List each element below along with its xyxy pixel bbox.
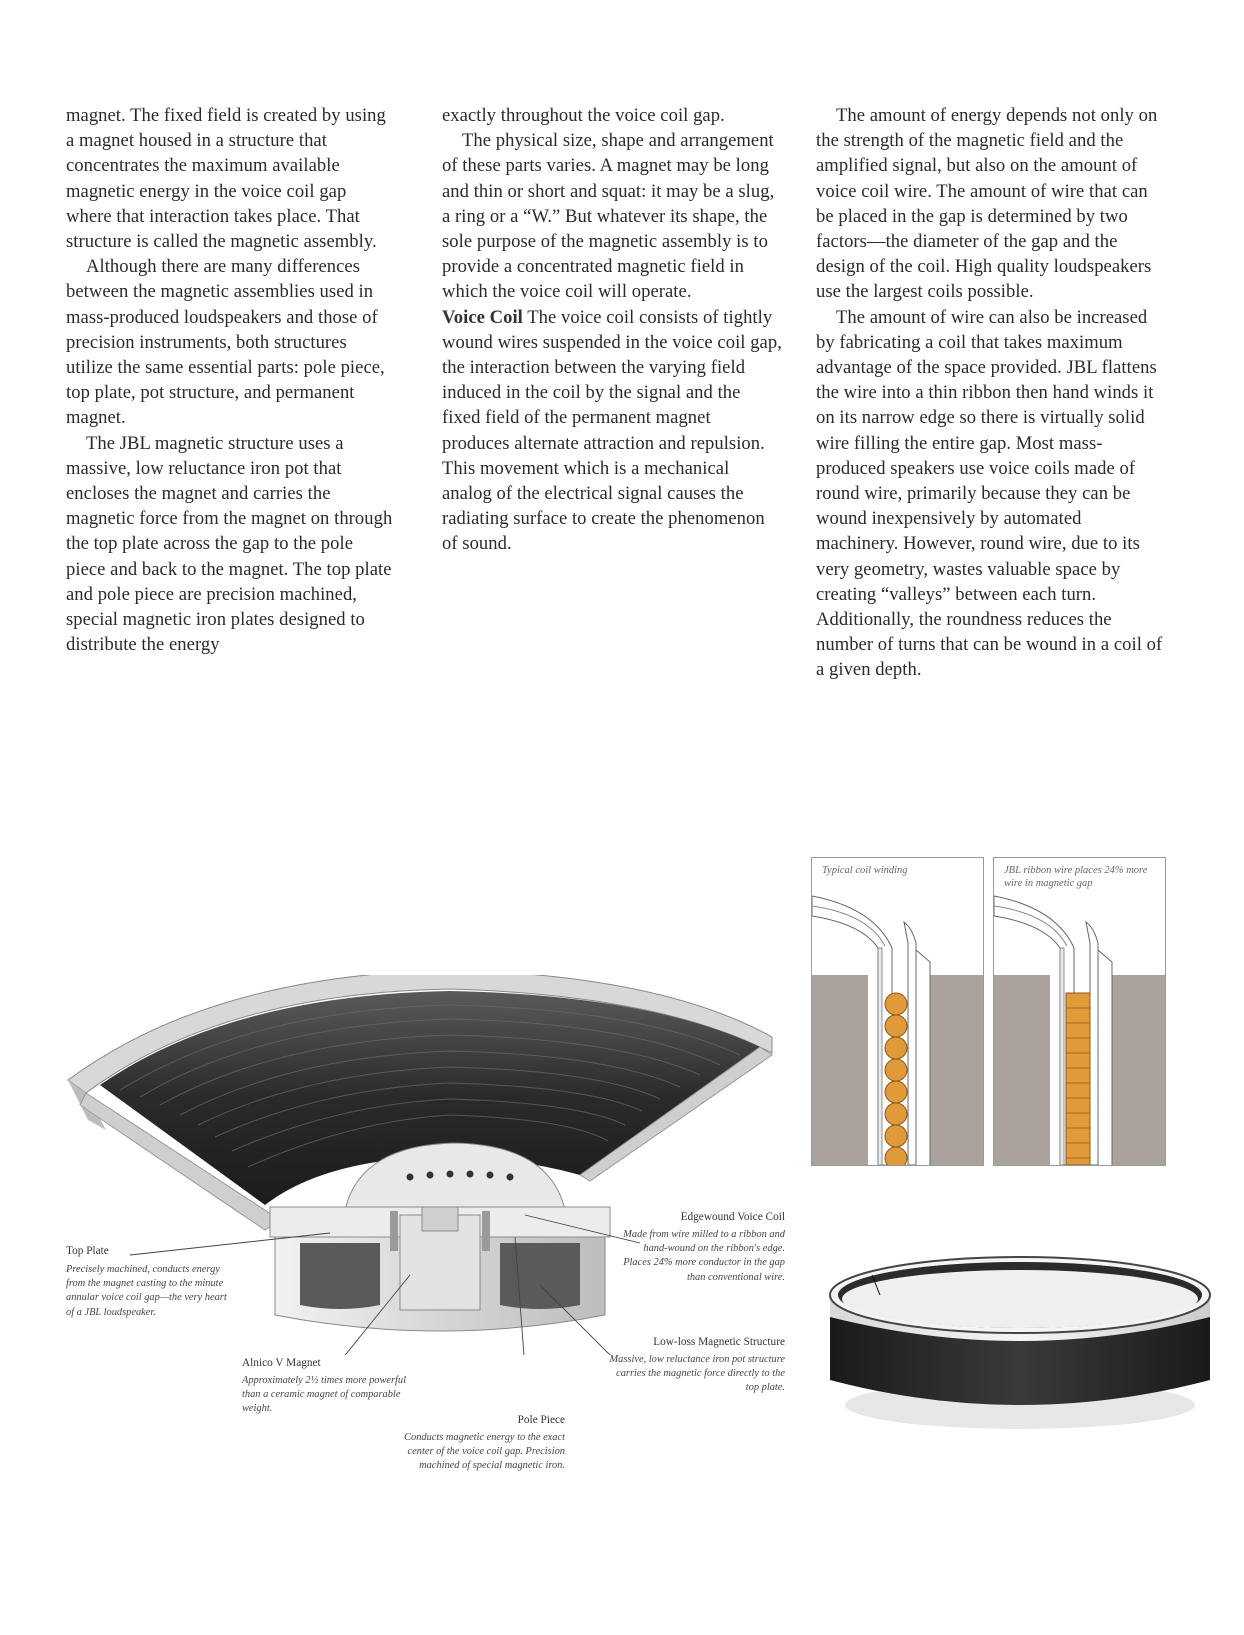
text-column-3	[816, 103, 1166, 683]
voice-coil-ring-illustration	[820, 1255, 1220, 1435]
edgewound-voice-coil-label: Edgewound Voice Coil	[680, 1211, 785, 1223]
low-loss-magnetic-structure-description: Massive, low reluctance iron pot structure carries the magnetic force directly to the top plate.	[609, 1354, 785, 1394]
low-loss-magnetic-structure-label: Low-loss Magnetic Structure	[653, 1336, 785, 1348]
paragraph: The JBL magnetic structure uses a massive, low reluctance iron pot that encloses the magnet and carries the magnetic force from the magnet on through the top plate across the gap to the pole piece and back to the magnet. The top plate and pole piece are precision machined, special magnetic iron plates designed to distribute the energy	[66, 432, 393, 656]
top-plate-description: Precisely machined, conducts energy from the magnet casting to the minute annular voice coil gap—the very heart of a JBL loudspeaker.	[66, 1264, 227, 1318]
paragraph: The physical size, shape and arrangement of these parts varies. A magnet may be long and thin or short and squat: it may be a slug, a ring or a “W.” But whatever its shape, the sole purpose of the magnetic assembly is to provide a concentrated magnetic field in which the voice coil will operate.	[442, 130, 775, 303]
round-wire-coil-diagram	[812, 858, 983, 1165]
ribbon-wire-coil-diagram	[994, 858, 1165, 1165]
pole-piece-description: Conducts magnetic energy to the exact center of the voice coil gap. Precision machined of special magnetic iron.	[404, 1432, 565, 1472]
panel-caption: JBL ribbon wire places 24% more wire in magnetic gap	[1004, 865, 1148, 889]
paragraph-text: The voice coil consists of tightly wound wires suspended in the voice coil gap, the interaction between the varying field induced in the coil by the signal and the fixed field of the permanent magnet produces alternate attraction and repulsion. This movement which is a mechanical analog of the electrical signal causes the radiating surface to create the phenomenon of sound.	[442, 306, 782, 555]
panel-caption: Typical coil winding	[822, 865, 908, 876]
text-column-2	[442, 103, 782, 557]
paragraph	[442, 305, 782, 557]
edgewound-voice-coil-description: Made from wire milled to a ribbon and hand-wound on the ribbon's edge. Places 24% more conductor in the gap than conventional wire.	[623, 1229, 785, 1283]
paragraph: The amount of energy depends not only on the strength of the magnetic field and the amplified signal, but also on the amount of voice coil wire. The amount of wire that can be placed in the gap is determined by two factors—the diameter of the gap and the design of the coil. High quality loudspeakers use the largest coils possible.	[816, 105, 1158, 303]
text-column-1	[66, 103, 396, 657]
section-heading: Voice Coil	[442, 306, 523, 328]
paragraph: The amount of wire can also be increased by fabricating a coil that takes maximum advantage of the space provided. JBL flattens the wire into a thin ribbon then hand winds it on its narrow edge so there is virtually solid wire filling the entire gap. Most mass-produced speakers use voice coils made of round wire, primarily because they can be wound inexpensively by automated machinery. However, round wire, due to its very geometry, wastes valuable space by creating “valleys” between each turn. Additionally, the roundness reduces the number of turns that can be wound in a coil of a given depth.	[816, 306, 1163, 681]
typical-coil-panel	[811, 857, 984, 1166]
alnico-magnet-description: Approximately 2½ times more powerful than a ceramic magnet of comparable weight.	[242, 1375, 407, 1415]
alnico-magnet-label: Alnico V Magnet	[242, 1357, 321, 1369]
paragraph: exactly throughout the voice coil gap.	[442, 105, 725, 126]
paragraph: Although there are many differences between the magnetic assemblies used in mass-produced loudspeakers and those of precision instruments, both structures utilize the same essential parts: pole piece, top plate, pot structure, and permanent magnet.	[66, 256, 385, 429]
top-plate-label: Top Plate	[66, 1245, 109, 1257]
jbl-ribbon-coil-panel	[993, 857, 1166, 1166]
pole-piece-label: Pole Piece	[517, 1414, 565, 1426]
paragraph: magnet. The fixed field is created by using a magnet housed in a structure that concentrates the maximum available magnetic energy in the voice coil gap where that interaction takes place. That structure is called the magnetic assembly.	[66, 105, 386, 253]
